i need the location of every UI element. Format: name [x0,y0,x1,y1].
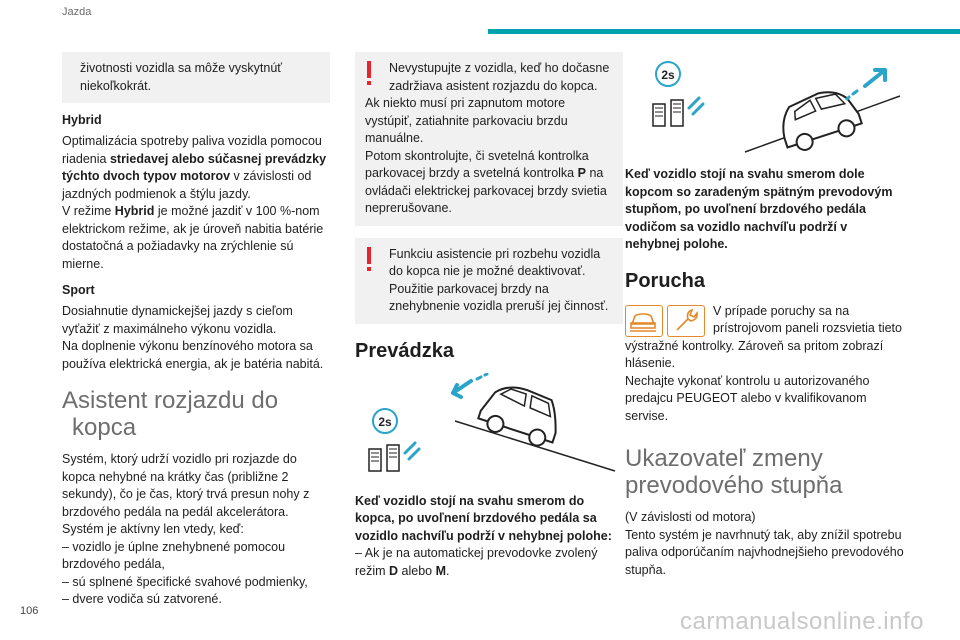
warning-text: Nevystupujte z vozidla, keď ho dočasne zadržiava asistent rozjazdu do kopca. [389,61,610,93]
uphill-illustration [355,373,623,485]
fault-section [625,303,905,426]
pedal-icon [653,98,703,126]
fault-lamp-car-icon [625,305,663,337]
pedal-icon [369,443,419,471]
uphill-list-item: – Ak je na automatickej prevodovke zvolený režim D alebo M. [355,546,598,578]
hill-start-car-icon [625,56,905,156]
downhill-illustration [625,56,893,156]
fault-paragraph-2: Nechajte vykonať kontrolu u autorizovaného predajcu PEUGEOT alebo v kvalifikovanom servise. [625,373,870,423]
gear-indicator-heading: Ukazovateľ zmeny prevodového stupňa [625,445,843,499]
warning-exclamation-icon [365,61,373,87]
note-text: životnosti vozidla sa môže vyskytnúť niekoľkokrát. [80,61,282,93]
warning-exclamation-icon [365,247,373,273]
header-accent-bar [488,29,960,34]
assist-list-item: – vozidlo je úplne znehybnené pomocou brzdového pedála, [62,539,286,571]
assist-list-item: – sú splnené špecifické svahové podmienky, [62,574,308,589]
assist-paragraph-2: Systém je aktívny len vtedy, keď: [62,522,244,536]
warning-text: Ak niekto musí pri zapnutom motore vystúpiť, zatiahnite parkovaciu brzdu manuálne. [365,96,568,145]
column-3 [625,52,905,579]
assist-heading: Asistent rozjazdu do kopca [62,387,279,441]
operation-heading: Prevádzka [355,339,454,362]
assist-list-item: – dvere vodiča sú zatvorené. [62,592,222,606]
page-number: 106 [20,605,39,617]
arrow-icon [847,70,885,99]
gear-paragraph-1: (V závislosti od motora) [625,510,756,524]
hybrid-paragraph-1: Optimalizácia spotreby paliva vozidla pomocou riadenia striedavej alebo súčasnej prevádzky týchto dvoch typov motorov v závislosti od jazdných podmienok a štýlu jazdy. [62,134,327,201]
fault-icons [625,305,709,337]
column-1 [62,52,330,609]
fault-heading: Porucha [625,269,706,292]
hybrid-paragraph-2: V režime Hybrid je možné jazdiť v 100 %-nom elektrickom režime, ak je úroveň nabitia batérie dostatočná a požiadavky na zrýchlenie sú mierne. [62,204,324,271]
assist-paragraph-1: Systém, ktorý udrží vozidlo pri rozjazde do kopca nehybné na krátky čas (približne 2 sekundy), čo je čas, ktorý trvá presun nohy z brzdového pedála na pedál akcelerátora. [62,452,310,519]
gear-paragraph-2: Tento systém je navrhnutý tak, aby znížil spotrebu paliva odporúčaním najvhodnejšieho prevodového stupňa. [625,527,904,577]
timer-label: 2s [378,414,392,429]
downhill-description: Keď vozidlo stojí na svahu smerom dole kopcom so zaradeným spätným prevodovým stupňom, po uvoľnení brzdového pedála vodičom sa vozidlo nachvíľu podrží v nehybnej polohe. [625,167,893,251]
fault-wrench-icon [667,305,705,337]
section-title: Jazda [62,6,92,18]
column-2 [355,52,623,580]
sport-paragraph-1: Dosiahnutie dynamickejšej jazdy s cieľom vyťažiť z maximálneho výkonu vozidla. [62,304,293,336]
uphill-description: Keď vozidlo stojí na svahu smerom do kopca, po uvoľnení brzdového pedála sa vozidlo nachvíľu podrží v nehybnej polohe: [355,493,612,543]
hill-start-car-icon [355,373,623,485]
watermark: carmanualsonline.info [680,608,924,635]
note-box [62,52,330,103]
fault-paragraph-1: V prípade poruchy sa na prístrojovom paneli rozsvietia tieto výstražné kontrolky. Zároveň sa pritom zobrazí hlásenie. [625,303,902,370]
sport-paragraph-2: Na doplnenie výkonu benzínového motora sa používa elektrická energia, ak je batéria nabitá. [62,339,324,371]
warning-box [355,52,623,226]
warning-box [355,238,623,324]
hybrid-title: Hybrid [62,113,102,127]
warning-text: Funkciu asistencie pri rozbehu vozidla do kopca nie je možné deaktivovať. Použitie parkovacej brzdy na znehybnenie vozidla preruší jej činnosť. [389,246,609,313]
warning-text: Potom skontrolujte, či svetelná kontrolka parkovacej brzdy a svetelná kontrolka P na ovládači elektrickej parkovacej brzdy svietia neprerušovane. [365,148,607,215]
sport-title: Sport [62,283,95,297]
timer-label: 2s [661,68,675,82]
